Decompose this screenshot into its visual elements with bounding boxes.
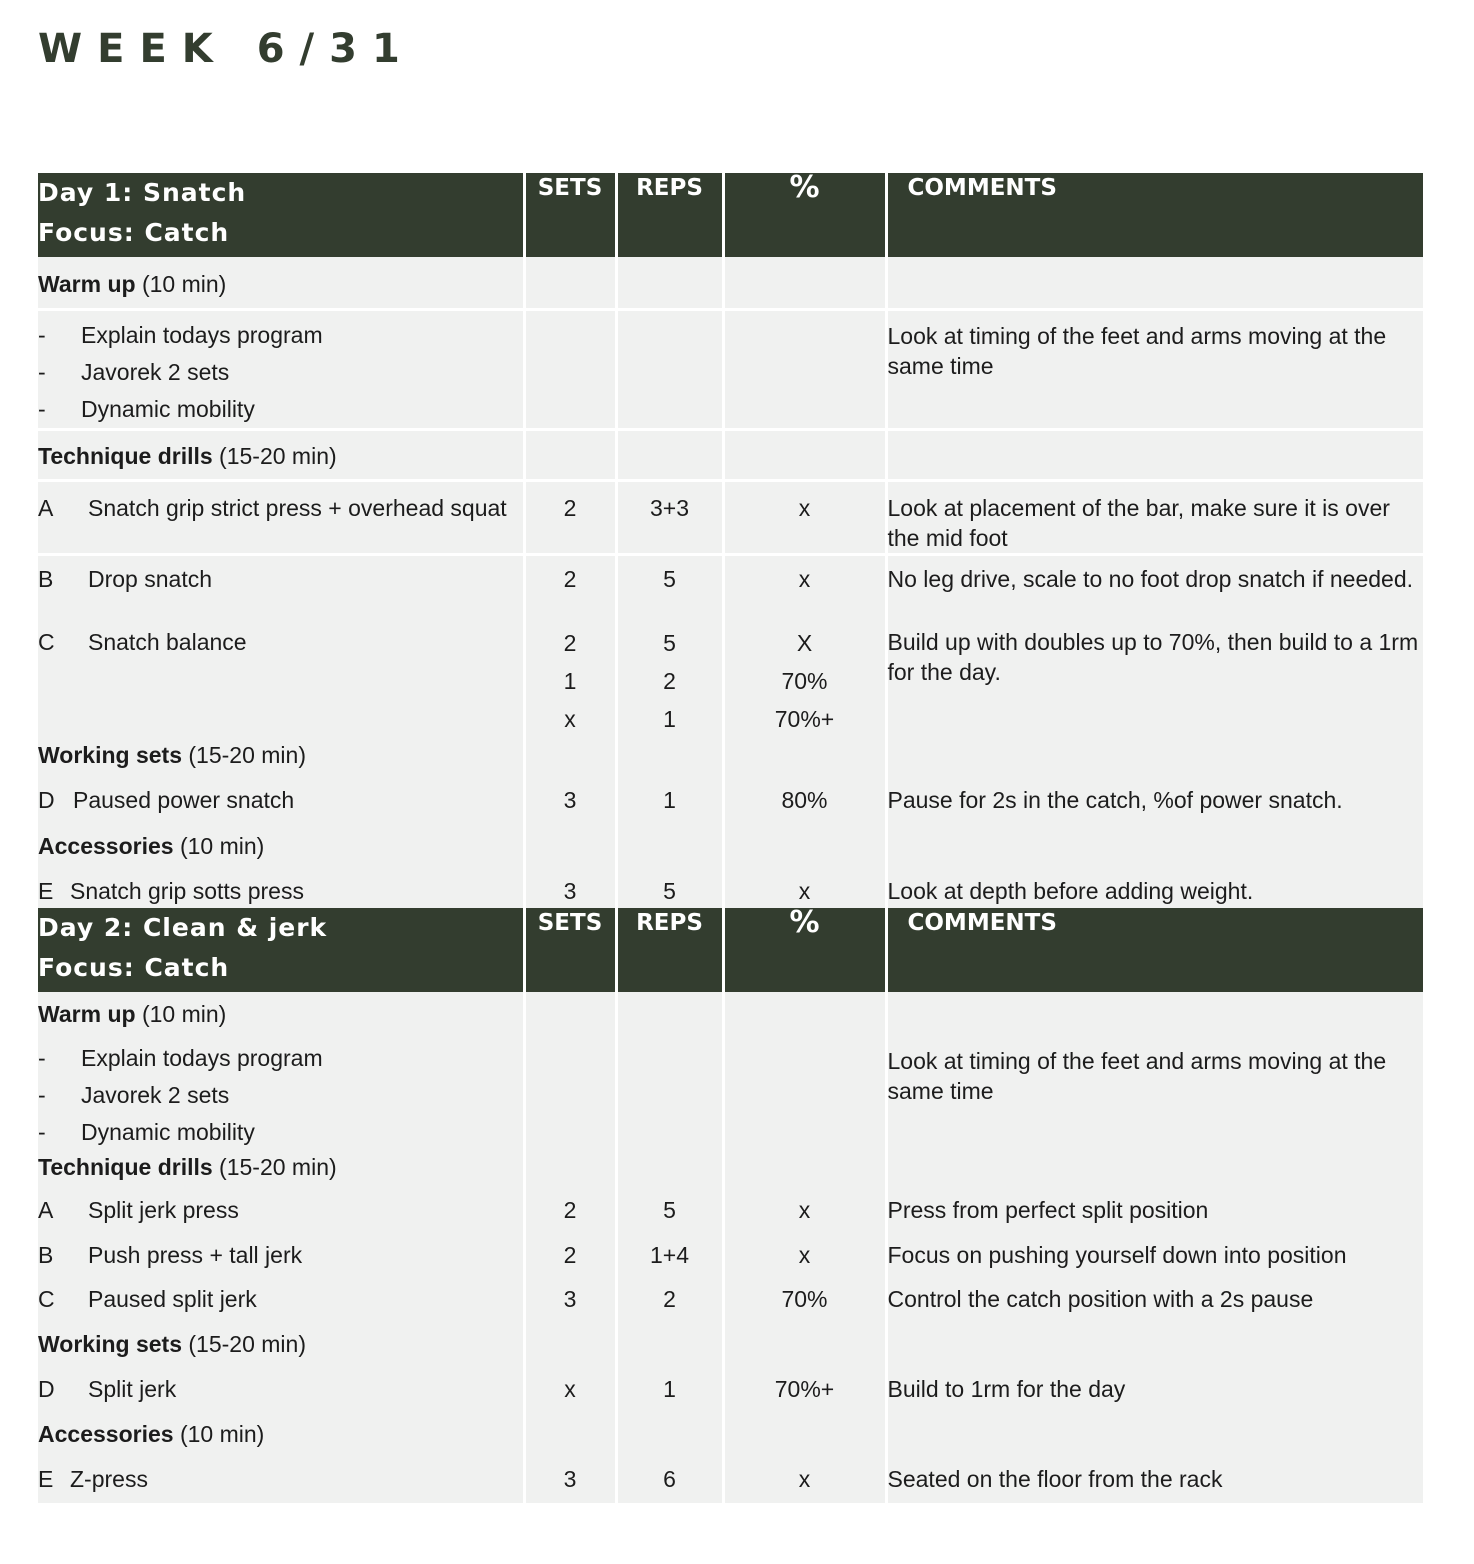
reps-value: 5 — [616, 1190, 723, 1235]
section-label — [38, 738, 524, 780]
section-label — [38, 826, 524, 871]
exercise — [38, 780, 524, 826]
exercise — [38, 1279, 524, 1324]
warmup-list — [38, 309, 524, 429]
section-name: Working sets — [38, 1331, 182, 1357]
percent-value: x — [723, 871, 886, 916]
reps-value: 5 2 1 — [616, 624, 723, 738]
percent-value: x — [723, 1459, 886, 1503]
exercise — [38, 1190, 524, 1235]
section-row — [38, 826, 1423, 871]
exercise-name: Split jerk — [88, 1376, 177, 1402]
sets-value: 3 — [524, 871, 616, 916]
reps-value: 2 — [616, 1279, 723, 1324]
exercise-letter: B — [38, 1242, 54, 1268]
sets-value: 3 — [524, 780, 616, 826]
reps-value: 5 — [616, 871, 723, 916]
comment: Focus on pushing yourself down into position — [886, 1235, 1423, 1279]
day-focus: Focus: Catch — [38, 218, 230, 247]
list-item: - Dynamic mobility — [38, 1119, 255, 1145]
section-name: Technique drills — [38, 1154, 213, 1180]
list-item: - Dynamic mobility — [38, 395, 255, 422]
day-2-header-row — [38, 908, 1423, 992]
exercise-row — [38, 480, 1423, 554]
reps-value: 5 — [616, 554, 723, 624]
day-name: Day 1: Snatch — [38, 178, 247, 207]
reps-value: 1 — [616, 780, 723, 826]
sets-value: 3 — [524, 1279, 616, 1324]
list-item: - Explain todays program — [38, 1045, 323, 1071]
exercise-row — [38, 1235, 1423, 1279]
exercise-letter: D — [38, 1376, 55, 1402]
sets-header: SETS — [524, 173, 616, 257]
sets-value: 2 — [524, 554, 616, 624]
reps-header: REPS — [616, 908, 723, 992]
exercise-name: Snatch grip sotts press — [70, 878, 304, 904]
exercise-row — [38, 1369, 1423, 1414]
comment: Look at placement of the bar, make sure it is over the mid foot — [886, 480, 1423, 554]
sets-value: 2 — [524, 1190, 616, 1235]
exercise — [38, 554, 524, 624]
section-duration: (10 min) — [179, 833, 265, 859]
warmup-row — [38, 309, 1423, 429]
percent-value: 80% — [723, 780, 886, 826]
day-name: Day 2: Clean & jerk — [38, 913, 328, 942]
comment: Look at depth before adding weight. — [886, 871, 1423, 916]
percent-value: x — [723, 554, 886, 624]
reps-value: 1 — [616, 1369, 723, 1414]
section-duration: (15-20 min) — [219, 442, 337, 469]
exercise-row — [38, 780, 1423, 826]
day-1-table — [38, 170, 1423, 916]
exercise-letter: C — [38, 629, 55, 655]
day-focus: Focus: Catch — [38, 953, 230, 982]
exercise — [38, 480, 524, 554]
exercise-name: Paused split jerk — [88, 1286, 257, 1312]
comment: Look at timing of the feet and arms moving at the same time — [886, 1038, 1423, 1152]
comments-header: COMMENTS — [886, 908, 1423, 992]
exercise — [38, 1459, 524, 1503]
section-row — [38, 1414, 1423, 1459]
exercise-row — [38, 1459, 1423, 1503]
percent-value: x — [723, 1235, 886, 1279]
section-name: Technique drills — [38, 442, 213, 469]
section-name: Accessories — [38, 833, 174, 859]
section-label — [38, 1324, 524, 1369]
percent-value: 70%+ — [723, 1369, 886, 1414]
sets-value: x — [524, 1369, 616, 1414]
comment: Control the catch position with a 2s pause — [886, 1279, 1423, 1324]
list-item: - Javorek 2 sets — [38, 1082, 230, 1108]
section-duration: (10 min) — [179, 1421, 265, 1447]
comment: Build to 1rm for the day — [886, 1369, 1423, 1414]
section-duration: (15-20 min) — [219, 1154, 337, 1180]
list-item: - Javorek 2 sets — [38, 358, 230, 385]
section-duration: (15-20 min) — [188, 1331, 306, 1357]
sets-value: 2 1 x — [524, 624, 616, 738]
exercise-name: Push press + tall jerk — [88, 1242, 303, 1268]
exercise-name: Z-press — [70, 1466, 148, 1492]
day-1-header-row — [38, 173, 1423, 257]
percent-value: x — [723, 480, 886, 554]
section-duration: (15-20 min) — [188, 742, 306, 768]
sets-value: 2 — [524, 1235, 616, 1279]
sets-header: SETS — [524, 908, 616, 992]
section-name: Accessories — [38, 1421, 174, 1447]
exercise — [38, 1369, 524, 1414]
exercise-row — [38, 624, 1423, 738]
sets-value: 3 — [524, 1459, 616, 1503]
comment: Look at timing of the feet and arms moving at the same time — [886, 309, 1423, 429]
exercise-name: Drop snatch — [88, 565, 213, 592]
exercise-row — [38, 1190, 1423, 1235]
section-row — [38, 1324, 1423, 1369]
exercise-letter: A — [38, 1197, 54, 1223]
section-row — [38, 738, 1423, 780]
percent-header: % — [723, 173, 886, 257]
exercise-letter: C — [38, 1286, 55, 1312]
section-row — [38, 992, 1423, 1038]
page-title: WEEK 6/31 — [38, 26, 415, 72]
percent-value: x — [723, 1190, 886, 1235]
comment: No leg drive, scale to no foot drop snatch if needed. — [886, 554, 1423, 624]
comment: Press from perfect split position — [886, 1190, 1423, 1235]
percent-value: 70% — [723, 1279, 886, 1324]
reps-header: REPS — [616, 173, 723, 257]
exercise-name: Snatch balance — [88, 629, 247, 655]
section-row — [38, 1152, 1423, 1190]
section-label — [38, 1152, 524, 1190]
exercise-row — [38, 554, 1423, 624]
section-duration: (10 min) — [141, 1001, 227, 1027]
section-label — [38, 1414, 524, 1459]
exercise-name: Split jerk press — [88, 1197, 239, 1223]
day-title — [38, 908, 524, 992]
reps-value: 1+4 — [616, 1235, 723, 1279]
exercise-letter: E — [38, 1466, 54, 1492]
exercise-letter: D — [38, 787, 55, 813]
reps-value: 3+3 — [616, 480, 723, 554]
section-label — [38, 429, 524, 480]
exercise-name: Paused power snatch — [73, 787, 295, 813]
comments-header: COMMENTS — [886, 173, 1423, 257]
section-name: Warm up — [38, 271, 136, 297]
comment: Build up with doubles up to 70%, then build to a 1rm for the day. — [886, 624, 1423, 738]
list-item: - Explain todays program — [38, 321, 323, 348]
percent-value: X 70% 70%+ — [723, 624, 886, 738]
exercise-letter: E — [38, 878, 54, 904]
percent-header: % — [723, 908, 886, 992]
day-2-table — [38, 905, 1423, 1503]
comment: Seated on the floor from the rack — [886, 1459, 1423, 1503]
comment: Pause for 2s in the catch, %of power snatch. — [886, 780, 1423, 826]
exercise — [38, 1235, 524, 1279]
sets-value: 2 — [524, 480, 616, 554]
warmup-row — [38, 1038, 1423, 1152]
warmup-list — [38, 1038, 524, 1152]
exercise-letter: B — [38, 565, 54, 592]
section-name: Working sets — [38, 742, 182, 768]
section-label — [38, 257, 524, 309]
section-label — [38, 992, 524, 1038]
exercise-name: Snatch grip strict press + overhead squat — [88, 494, 507, 521]
exercise-row — [38, 1279, 1423, 1324]
reps-value: 6 — [616, 1459, 723, 1503]
day-title — [38, 173, 524, 257]
section-row — [38, 257, 1423, 309]
section-row — [38, 429, 1423, 480]
section-duration: (10 min) — [141, 271, 227, 297]
exercise — [38, 624, 524, 738]
exercise-letter: A — [38, 494, 54, 521]
section-name: Warm up — [38, 1001, 136, 1027]
